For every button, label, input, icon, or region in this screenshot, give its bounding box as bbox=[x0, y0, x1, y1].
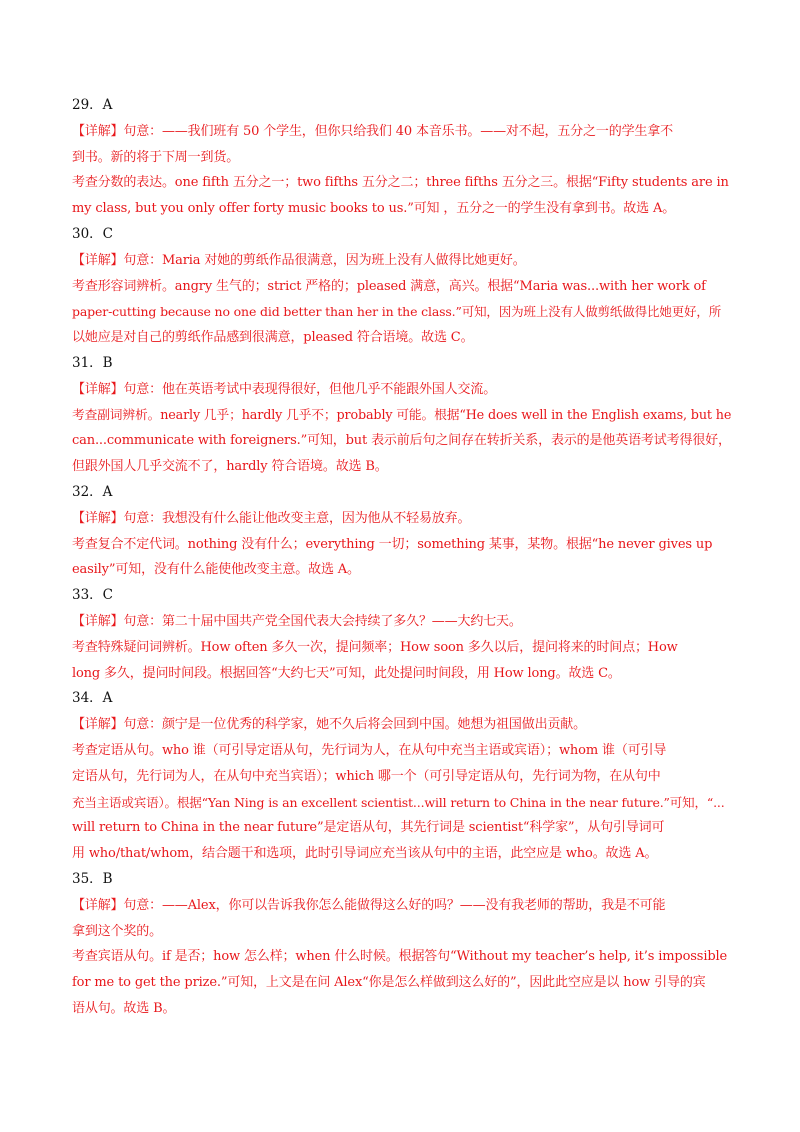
explanation-line: 【详解】句意：Maria 对她的剪纸作品很满意，因为班上没有人做得比她更好。 bbox=[72, 252, 526, 268]
explanation-line: 拿到这个奖的。 bbox=[72, 923, 162, 939]
explanation-line: 【详解】句意：我想没有什么能让他改变主意，因为他从不轻易放弃。 bbox=[72, 510, 471, 526]
explanation-line: long 多久，提问时间段。根据回答“大约七天”可知，此处提问时间段，用 How long。故选 C。 bbox=[72, 665, 621, 681]
explanation-line: 考查复合不定代词。nothing 没有什么；everything 一切；something 某事，某物。根据“he never gives up bbox=[72, 536, 713, 552]
question-number: 29．A bbox=[72, 97, 113, 113]
explanation-line: 考查定语从句。who 谁（可引导定语从句，先行词为人，在从句中充当主语或宾语）；whom 谁（可引导 bbox=[72, 742, 667, 758]
explanation-line: 考查形容词辨析。angry 生气的；strict 严格的；pleased 满意，高兴。根据“Maria was...with her work of bbox=[72, 278, 706, 294]
answer-explanations bbox=[72, 93, 732, 1022]
answer-item bbox=[72, 93, 732, 222]
explanation-line: 考查宾语从句。if 是否；how 怎么样；when 什么时候。根据答句“Without my teacher’s help, it’s impossible bbox=[72, 949, 728, 965]
answer-item bbox=[72, 222, 732, 351]
question-number: 33．C bbox=[72, 587, 114, 604]
answer-item bbox=[72, 583, 732, 686]
explanation-line: paper-cutting because no one did better than her in the class.”可知，因为班上没有人做剪纸做得比她更好，所 bbox=[72, 304, 722, 320]
explanation-line: 到书。新的将于下周一到货。 bbox=[72, 149, 240, 165]
explanation-line: will return to China in the near future”是定语从句，其先行词是 scientist“科学家”，从句引导词可 bbox=[72, 820, 665, 836]
explanation-line: easily”可知，没有什么能使他改变主意。故选 A。 bbox=[72, 562, 360, 578]
answer-item bbox=[72, 351, 732, 480]
explanation-line: 考查分数的表达。one fifth 五分之一；two fifths 五分之二；three fifths 五分之三。根据“Fifty students are in bbox=[72, 175, 729, 191]
explanation-line: for me to get the prize.”可知，上文是在问 Alex“你是怎么样做到这么好的”，因此此空应是以 how 引导的宾 bbox=[72, 975, 706, 991]
explanation-line: can...communicate with foreigners.”可知，but 表示前后句之间存在转折关系，表示的是他英语考试考得很好， bbox=[72, 433, 731, 449]
question-number: 35．B bbox=[72, 870, 113, 887]
answer-item bbox=[72, 867, 732, 1022]
explanation-line: my class, but you only offer forty music books to us.”可知 ，五分之一的学生没有拿到书。故选 A。 bbox=[72, 201, 676, 217]
explanation-line: 充当主语或宾语）。根据“Yan Ning is an excellent scientist...will return to China in the near future.”可知，“... bbox=[72, 794, 725, 810]
explanation-line: 用 who/that/whom，结合题干和选项，此时引导词应充当该从句中的主语，此空应是 who。故选 A。 bbox=[72, 846, 658, 862]
explanation-line: 考查副词辨析。nearly 几乎；hardly 几乎不；probably 可能。根据“He does well in the English exams, but he bbox=[72, 407, 732, 423]
explanation-line: 【详解】句意：——我们班有 50 个学生，但你只给我们 40 本音乐书。——对不起，五分之一的学生拿不 bbox=[72, 123, 673, 139]
explanation-line: 【详解】句意：第二十届中国共产党全国代表大会持续了多久？——大约七天。 bbox=[72, 613, 522, 629]
explanation-line: 但跟外国人几乎交流不了，hardly 符合语境。故选 B。 bbox=[72, 459, 388, 475]
explanation-line: 以她应是对自己的剪纸作品感到很满意，pleased 符合语境。故选 C。 bbox=[72, 330, 474, 346]
explanation-line: 语从句。故选 B。 bbox=[72, 1000, 176, 1016]
explanation-line: 定语从句，先行词为人，在从句中充当宾语）；which 哪一个（可引导定语从句，先行词为物，在从句中 bbox=[72, 768, 661, 784]
explanation-line: 考查特殊疑问词辨析。How often 多久一次，提问频率；How soon 多久以后，提问将来的时间点；How bbox=[72, 639, 678, 655]
question-number: 34．A bbox=[72, 690, 113, 707]
explanation-line: 【详解】句意：——Alex，你可以告诉我你怎么能做得这么好的吗？——没有我老师的帮助，我是不可能 bbox=[72, 897, 666, 913]
answer-item bbox=[72, 480, 732, 583]
answer-item bbox=[72, 686, 732, 867]
question-number: 30．C bbox=[72, 225, 114, 242]
explanation-line: 【详解】句意：他在英语考试中表现得很好，但他几乎不能跟外国人交流。 bbox=[72, 381, 497, 397]
question-number: 32．A bbox=[72, 483, 113, 500]
question-number: 31．B bbox=[72, 354, 113, 371]
explanation-line: 【详解】句意：颜宁是一位优秀的科学家，她不久后将会回到中国。她想为祖国做出贡献。 bbox=[72, 717, 587, 733]
